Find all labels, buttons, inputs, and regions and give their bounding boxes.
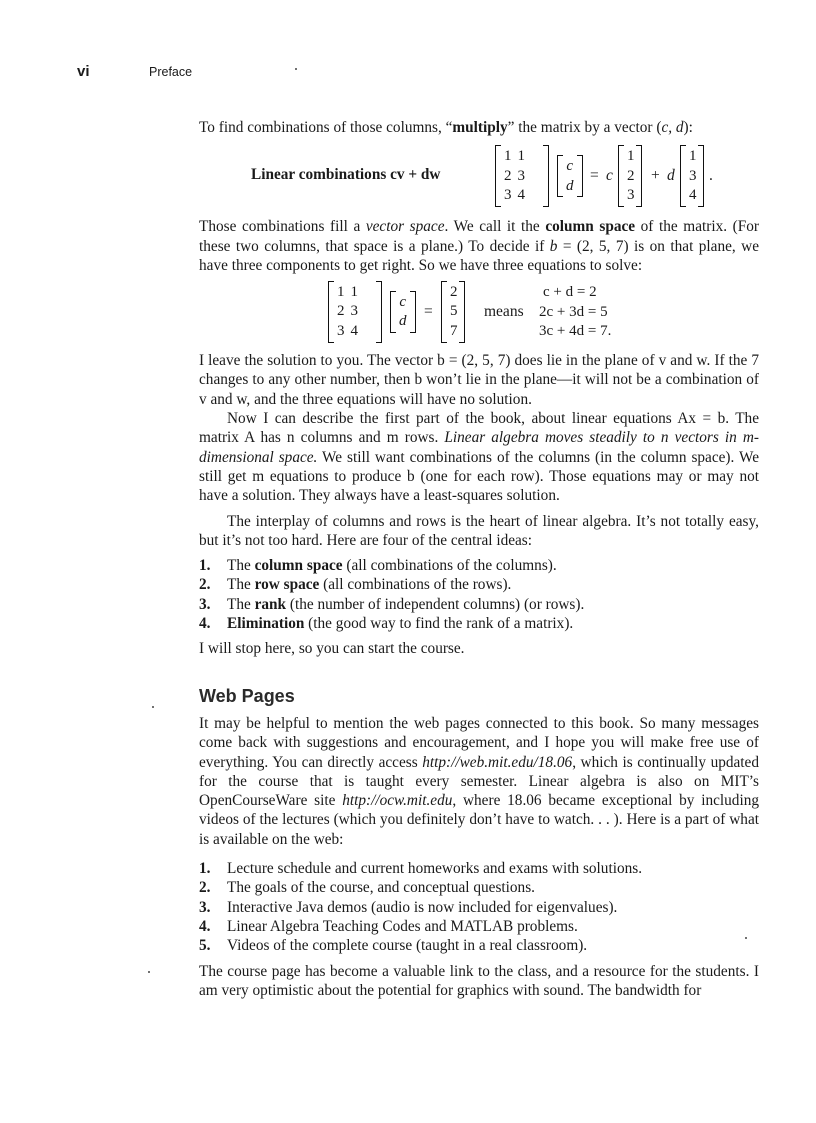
list-item: 5. Videos of the complete course (taught in a real classroom). (199, 937, 588, 955)
paragraph-web-pages: It may be helpful to mention the web pages connected to this book. So many messages come back with suggestions and encouragement, and I hope you will make free use of everything. You can directly access http://web.mit.edu/18.06, which is continually updated for the course that is taught every semester. Linear algebra is also on MIT’s OpenCourseWare site http://ocw.mit.edu, where 18.06 became exceptional by including videos of the lectures (which you definitely don’t have to watch. . . ). Here is a part of what is available on the web: (199, 714, 760, 848)
equation-line: c + d = 2 (543, 284, 597, 301)
equation-system (199, 275, 759, 351)
paragraph-stop: I will stop here, so you can start the course. (199, 640, 465, 658)
list-item: 2. The goals of the course, and conceptual questions. (199, 879, 535, 897)
equation-lines (539, 283, 611, 342)
list-item: 4. Elimination (the good way to find the rank of a matrix). (199, 615, 574, 633)
equation-line: 2c + 3d = 5 (539, 303, 608, 320)
web-resources-list (199, 859, 759, 955)
page-number: vi (77, 63, 90, 80)
page-body (199, 118, 759, 1000)
print-speck (152, 706, 154, 708)
vector-cd: c d (390, 291, 416, 333)
list-item: 3. The rank (the number of independent columns) (or rows). (199, 595, 585, 613)
equals-sign: = (424, 303, 433, 321)
matrix-a: 1 1 2 3 3 4 (495, 145, 549, 207)
period: . (709, 167, 713, 185)
paragraph-solution: I leave the solution to you. The vector b = (2, 5, 7) does lie in the plane of v and w. If the 7 changes to any other number, then b won’t lie in the plane—it will not be a combination of v and w, and the three equations will have no solution. (199, 352, 759, 408)
ocw-url-link[interactable]: http://ocw.mit.edu (342, 792, 453, 810)
means-word: means (484, 303, 524, 321)
section-title: Web Pages (199, 685, 295, 706)
running-title: Preface (149, 65, 193, 79)
list-item: 1. Lecture schedule and current homeworks and exams with solutions. (199, 860, 643, 878)
list-item: 1. The column space (all combinations of the columns). (199, 557, 557, 575)
coefficient-d: d (667, 167, 675, 185)
paragraph-column-space: Those combinations fill a vector space. We call it the column space of the matrix. (For these two columns, that space is a plane.) To decide if b = (2, 5, 7) is on that plane, we have three components to get right. So we have three equations to solve: (199, 218, 759, 274)
vector-cd: c d (557, 155, 583, 197)
page-header (77, 63, 677, 83)
list-item: 2. The row space (all combinations of the rows). (199, 576, 512, 594)
equation-line: 3c + 4d = 7. (539, 323, 612, 340)
vector-b: 2 5 7 (441, 281, 465, 343)
paragraph-intro: To find combinations of those columns, “multiply” the matrix by a vector (c, d): (199, 119, 693, 136)
list-item: 3. Interactive Java demos (audio is now included for eigenvalues). (199, 898, 618, 916)
equation-label: Linear combinations cv + dw (251, 166, 441, 184)
paragraph-first-part: Now I can describe the first part of the book, about linear equations Ax = b. The matrix A has n columns and m rows. Linear algebra moves steadily to n vectors in m-dimensional space. We still want combinations of the columns (in the column space). We still get m equations to produce b (one for each row). Those equations may or may not have a solution. They always have a least-squares solution. (199, 410, 760, 505)
print-speck (148, 971, 150, 973)
course-url-link[interactable]: http://web.mit.edu/18.06 (422, 753, 573, 771)
plus-sign: + (651, 167, 660, 185)
column-w: 1 3 4 (680, 145, 704, 207)
equals-sign: = (590, 167, 599, 185)
central-ideas-list (199, 556, 759, 633)
print-speck (295, 68, 297, 70)
matrix-a: 1 1 2 3 3 4 (328, 281, 382, 343)
list-item: 4. Linear Algebra Teaching Codes and MATLAB problems. (199, 917, 578, 935)
coefficient-c: c (606, 167, 613, 185)
paragraph-course-page: The course page has become a valuable link to the class, and a resource for the students. I am very optimistic about the potential for graphics with sound. The bandwidth for (199, 962, 759, 999)
equation-linear-combinations (199, 137, 759, 211)
column-v: 1 2 3 (618, 145, 642, 207)
paragraph-interplay: The interplay of columns and rows is the heart of linear algebra. It’s not totally easy, but it’s not too hard. Here are four of the central ideas: (199, 512, 759, 549)
